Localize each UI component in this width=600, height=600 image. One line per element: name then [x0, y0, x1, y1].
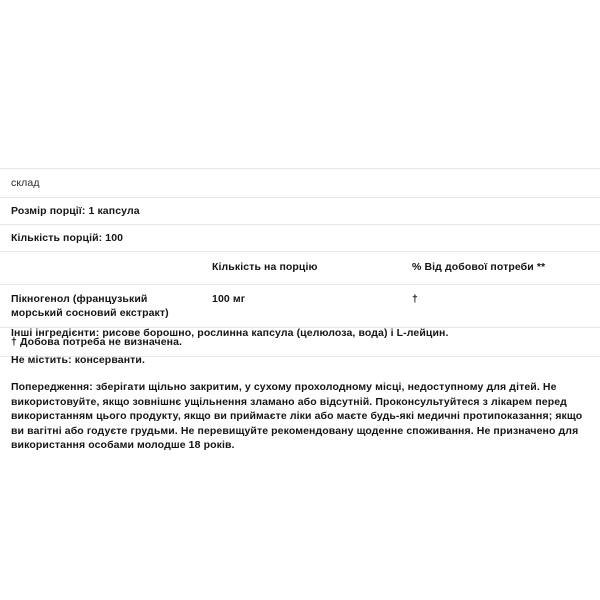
servings-per-container-cell: [0, 225, 600, 252]
table-row-serving-size: [0, 198, 600, 225]
ingredient-daily-value: †: [412, 293, 418, 305]
other-ingredients-text: Інші інгредієнти: рисове борошно, рослинна капсула (целюлоза, вода) і L-лейцин.: [11, 327, 449, 339]
ingredient-amount-cell: [200, 285, 400, 328]
column-header-amount-label: Кількість на порцію: [212, 261, 318, 273]
supplement-facts-title: склад: [11, 177, 40, 189]
ingredient-amount: 100 мг: [212, 293, 246, 305]
table-row-title: [0, 169, 600, 198]
serving-size-label: Розмір порції: 1 капсула: [11, 205, 140, 217]
product-details-block: [11, 326, 589, 453]
ingredient-name-cell: [0, 285, 200, 328]
table-row-servings-per-container: [0, 225, 600, 252]
table-header-row: [0, 252, 600, 285]
servings-per-container-label: Кількість порцій: 100: [11, 232, 124, 244]
column-header-name-label: [0, 252, 200, 270]
serving-size-cell: [0, 198, 600, 225]
ingredient-name: Пікногенол (французький морський сосновий екстракт): [11, 293, 169, 319]
column-header-daily-value-label: % Від добової потреби **: [412, 261, 546, 273]
ingredient-daily-value-cell: [400, 285, 600, 328]
column-header-name: [0, 252, 200, 285]
free-from-text: Не містить: консерванти.: [11, 354, 145, 366]
column-header-amount: [200, 252, 400, 285]
supplement-facts-title-cell: [0, 169, 600, 198]
warning-text: Попередження: зберігати щільно закритим, у сухому прохолодному місці, недоступному для дітей. Не використовуйте, якщо зовнішнє ущільнення зламано або відсутній. Проконсультуйтеся з лікарем перед використанням цього продукту, якщо ви приймаєте ліки або маєте будь-які медичні протипоказання; якщо ви вагітні або годуєте грудьми. Не перевищуйте рекомендовану щоденне споживання. Не призначено для використання особами молодше 18 років.: [11, 381, 583, 451]
daily-value-footnote: † Добова потреба не визначена.: [11, 336, 183, 348]
table-row: [0, 285, 600, 328]
column-header-daily-value: [400, 252, 600, 285]
